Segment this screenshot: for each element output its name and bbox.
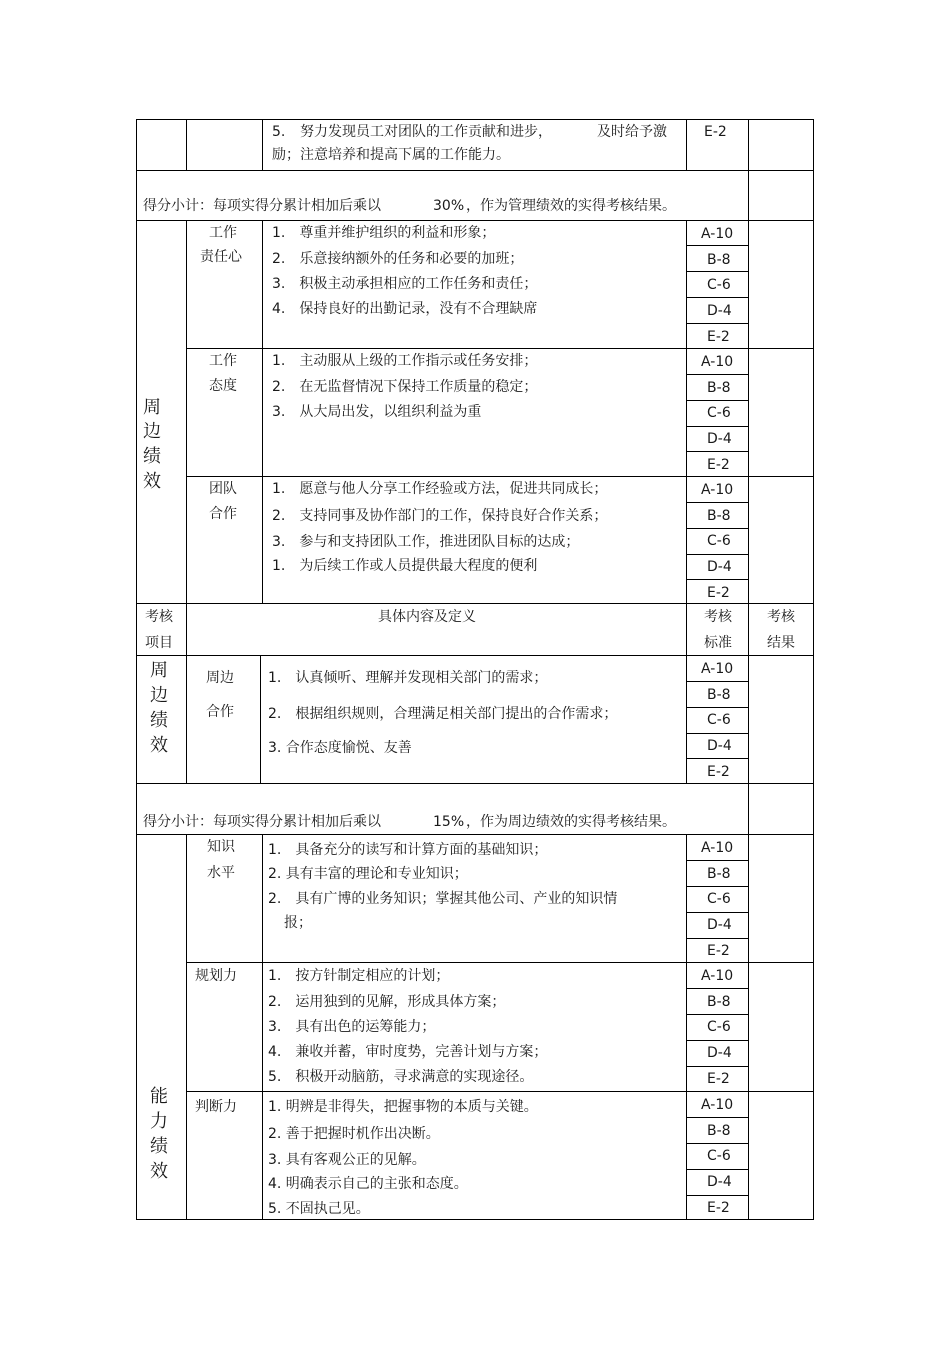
grade-cell: A-10 [701, 840, 734, 856]
category-label: 能 [150, 1086, 168, 1107]
header-result: 考核 [767, 609, 795, 625]
item-text: 2. 根据组织规则，合理满足相关部门提出的合作需求； [268, 706, 618, 722]
item-text: 2. 在无监督情况下保持工作质量的稳定； [272, 379, 538, 395]
item-text: 5. 不固执己见。 [268, 1201, 370, 1217]
item-text: 4. 保持良好的出勤记录，没有不合理缺席 [272, 301, 538, 317]
grade-cell: B-8 [707, 507, 731, 524]
grade-cell: E-2 [707, 942, 730, 959]
sub-item-label: 工作 [209, 225, 237, 241]
grade-cell: D-4 [707, 1174, 732, 1191]
sub-item-label: 规划力 [195, 968, 237, 984]
grade-cell: C-6 [707, 405, 731, 422]
item-text: 1. 按方针制定相应的计划； [268, 968, 450, 984]
category-label: 效 [143, 471, 161, 492]
grade-cell: E-2 [707, 328, 730, 345]
grade-cell: A-10 [701, 482, 734, 498]
grade-cell: A-10 [701, 226, 734, 242]
item-text: 2. 运用独到的见解，形成具体方案； [268, 994, 506, 1010]
item-text: 3. 从大局出发，以组织利益为重 [272, 404, 482, 420]
sub-item-label: 团队 [209, 481, 237, 497]
sub-item-label: 合作 [209, 506, 237, 522]
category-label: 绩 [150, 710, 168, 731]
grade-cell: E-2 [707, 584, 730, 601]
category-label: 边 [143, 421, 161, 442]
grade-cell: E-2 [707, 1199, 730, 1216]
grade-cell: A-10 [701, 968, 734, 984]
item-text: 2. 乐意接纳额外的任务和必要的加班； [272, 251, 524, 267]
grade-cell: E-2 [704, 124, 727, 140]
grade-cell: D-4 [707, 431, 732, 448]
header-standard: 考核 [704, 609, 732, 625]
grade-cell: D-4 [707, 303, 732, 320]
header-standard: 标准 [704, 635, 732, 651]
grade-cell: E-2 [707, 456, 730, 473]
subtotal-text: 得分小计：每项实得分累计相加后乘以 [143, 814, 381, 830]
item-text: 5. 积极开动脑筋，寻求满意的实现途径。 [268, 1069, 534, 1085]
grade-cell: B-8 [707, 686, 731, 703]
subtotal-text: 得分小计：每项实得分累计相加后乘以 [143, 198, 381, 214]
item-text: 2. 善于把握时机作出决断。 [268, 1126, 440, 1142]
category-label: 绩 [143, 446, 161, 467]
grade-cell: A-10 [701, 661, 734, 677]
item-text: 1. 尊重并维护组织的利益和形象； [272, 225, 496, 241]
header-content: 具体内容及定义 [378, 609, 476, 625]
subtotal-percent: 15% [433, 814, 465, 830]
grade-cell: E-2 [707, 763, 730, 780]
item-text: 1. 愿意与他人分享工作经验或方法，促进共同成长； [272, 481, 608, 497]
header-item: 项目 [145, 635, 173, 651]
category-label: 边 [150, 685, 168, 706]
category-label: 周 [150, 660, 168, 681]
grade-cell: C-6 [707, 891, 731, 908]
item-text: 4. 兼收并蓄，审时度势，完善计划与方案； [268, 1044, 548, 1060]
category-label: 效 [150, 735, 168, 756]
item-text: 1. 认真倾听、理解并发现相关部门的需求； [268, 670, 548, 686]
item-text: 1. 具备充分的读写和计算方面的基础知识； [268, 842, 548, 858]
sub-item-label: 水平 [207, 865, 235, 881]
sub-item-label: 态度 [209, 378, 237, 394]
item-text: 报； [284, 915, 312, 931]
category-label: 力 [150, 1111, 168, 1132]
grade-cell: D-4 [707, 917, 732, 934]
item-text: 2. 具有丰富的理论和专业知识； [268, 866, 468, 882]
grade-cell: C-6 [707, 1019, 731, 1036]
grade-cell: B-8 [707, 865, 731, 882]
grade-cell: D-4 [707, 738, 732, 755]
sub-item-label: 判断力 [195, 1099, 237, 1115]
header-result: 结果 [767, 635, 795, 651]
grade-cell: C-6 [707, 712, 731, 729]
category-label: 效 [150, 1161, 168, 1182]
grade-cell: A-10 [701, 354, 734, 370]
item-text: 3. 积极主动承担相应的工作任务和责任； [272, 276, 538, 292]
subtotal-percent: 30% [433, 198, 465, 214]
sub-item-label: 责任心 [200, 249, 242, 265]
item-text: 1. 为后续工作或人员提供最大程度的便利 [272, 558, 538, 574]
grade-cell: B-8 [707, 251, 731, 268]
grade-cell: A-10 [701, 1097, 734, 1113]
item-text: 励；注意培养和提高下属的工作能力。 [272, 147, 510, 163]
item-text: 3. 合作态度愉悦、友善 [268, 740, 412, 756]
subtotal-text: ，作为周边绩效的实得考核结果。 [466, 814, 676, 830]
grade-cell: C-6 [707, 1148, 731, 1165]
sub-item-label: 工作 [209, 353, 237, 369]
subtotal-text: ，作为管理绩效的实得考核结果。 [466, 198, 676, 214]
grade-cell: D-4 [707, 1045, 732, 1062]
grade-cell: B-8 [707, 993, 731, 1010]
item-text: 3. 参与和支持团队工作，推进团队目标的达成； [272, 534, 580, 550]
sub-item-label: 周边 [206, 670, 234, 686]
item-text: 及时给予激 [597, 124, 667, 140]
item-text: 3. 具有客观公正的见解。 [268, 1152, 426, 1168]
item-number: 5. [272, 124, 286, 140]
item-text: 努力发现员工对团队的工作贡献和进步， [300, 124, 552, 140]
grade-cell: C-6 [707, 277, 731, 294]
item-text: 2. 具有广博的业务知识；掌握其他公司、产业的知识情 [268, 891, 618, 907]
item-text: 1. 明辨是非得失，把握事物的本质与关键。 [268, 1099, 538, 1115]
grade-cell: D-4 [707, 559, 732, 576]
grade-cell: B-8 [707, 379, 731, 396]
sub-item-label: 合作 [206, 704, 234, 720]
grade-cell: B-8 [707, 1122, 731, 1139]
sub-item-label: 知识 [207, 839, 235, 855]
grade-cell: C-6 [707, 533, 731, 550]
item-text: 3. 具有出色的运筹能力； [268, 1019, 436, 1035]
grade-cell: E-2 [707, 1070, 730, 1087]
item-text: 4. 明确表示自己的主张和态度。 [268, 1176, 468, 1192]
header-item: 考核 [145, 609, 173, 625]
item-text: 1. 主动服从上级的工作指示或任务安排； [272, 353, 538, 369]
item-text: 2. 支持同事及协作部门的工作，保持良好合作关系； [272, 508, 608, 524]
category-label: 周 [143, 397, 161, 418]
category-label: 绩 [150, 1136, 168, 1157]
